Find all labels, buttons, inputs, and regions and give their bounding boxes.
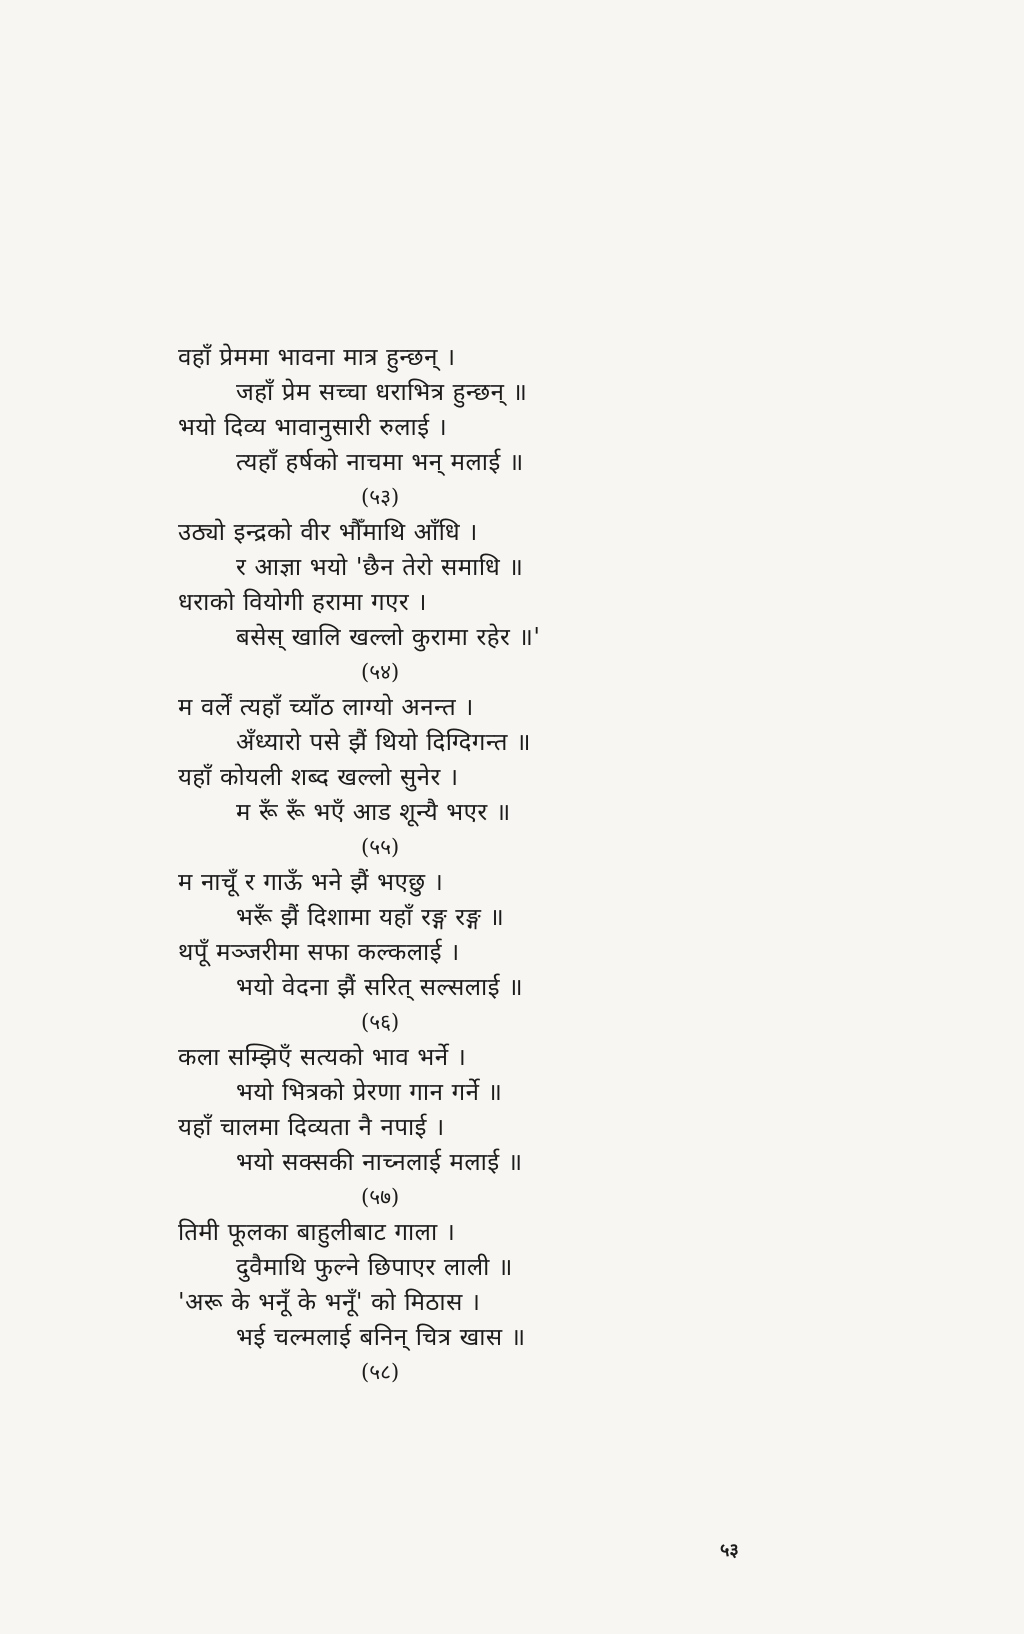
verse-line: जहाँ प्रेम सच्चा धराभित्र हुन्छन् ॥ — [236, 378, 528, 406]
stanza — [178, 515, 598, 690]
verse-line: तिमी फूलका बाहुलीबाट गाला । — [178, 1218, 456, 1246]
stanza — [178, 690, 598, 865]
stanza — [178, 1040, 598, 1215]
verse-line: र आज्ञा भयो 'छैन तेरो समाधि ॥ — [236, 553, 524, 581]
verse-line: म नाचूँ र गाऊँ भने झैं भएछु । — [178, 868, 444, 896]
verse-line: भई चल्मलाई बनिन् चित्र खास ॥ — [236, 1323, 526, 1351]
verse-line: वहाँ प्रेममा भावना मात्र हुन्छन् । — [178, 343, 456, 371]
verse-line: धराको वियोगी हरामा गएर । — [178, 588, 427, 616]
stanza-number: (५८) — [361, 1360, 400, 1384]
verse-line: म रूँ रूँ भएँ आड शून्यै भएर ॥ — [236, 798, 511, 826]
stanza-number: (५५) — [361, 835, 400, 859]
stanza-number: (५३) — [361, 485, 400, 509]
verse-line: भयो वेदना झैं सरित् सल्सलाई ॥ — [236, 973, 524, 1001]
verse-line: त्यहाँ हर्षको नाचमा भन् मलाई ॥ — [236, 448, 524, 476]
verse-line: थपूँ मञ्जरीमा सफा कल्कलाई । — [178, 938, 460, 966]
verse-line: बसेस् खालि खल्लो कुरामा रहेर ॥' — [236, 623, 541, 651]
verse-line: यहाँ चालमा दिव्यता नै नपाई । — [178, 1113, 445, 1141]
stanza — [178, 340, 598, 515]
stanza-number: (५६) — [361, 1010, 400, 1034]
verse-line: 'अरू के भनूँ के भनूँ' को मिठास । — [178, 1288, 481, 1316]
verse-line: उठ्यो इन्द्रको वीर भौँमाथि आँधि । — [178, 518, 478, 546]
stanza — [178, 1215, 598, 1390]
page-number: ५३ — [720, 1540, 739, 1561]
verse-line: यहाँ कोयली शब्द खल्लो सुनेर । — [178, 763, 459, 791]
verse-line: अँध्यारो पसे झैं थियो दिग्दिगन्त ॥ — [236, 728, 531, 756]
verse-line: भयो सक्सकी नाच्नलाई मलाई ॥ — [236, 1148, 523, 1176]
verse-line: म वर्लें त्यहाँ च्याँठ लाग्यो अनन्त । — [178, 693, 474, 721]
stanza-number: (५७) — [361, 1185, 400, 1209]
verse-line: कला सम्झिएँ सत्यको भाव भर्ने । — [178, 1043, 467, 1071]
verse-line: दुवैमाथि फुल्ने छिपाएर लाली ॥ — [236, 1253, 513, 1281]
verse-line: भयो दिव्य भावानुसारी रुलाई । — [178, 413, 448, 441]
stanza — [178, 865, 598, 1040]
verse-line: भरूँ झैं दिशामा यहाँ रङ्ग रङ्ग ॥ — [236, 903, 505, 931]
verse-line: भयो भित्रको प्रेरणा गान गर्ने ॥ — [236, 1078, 503, 1106]
poem-body — [178, 340, 598, 1390]
stanza-number: (५४) — [361, 660, 400, 684]
